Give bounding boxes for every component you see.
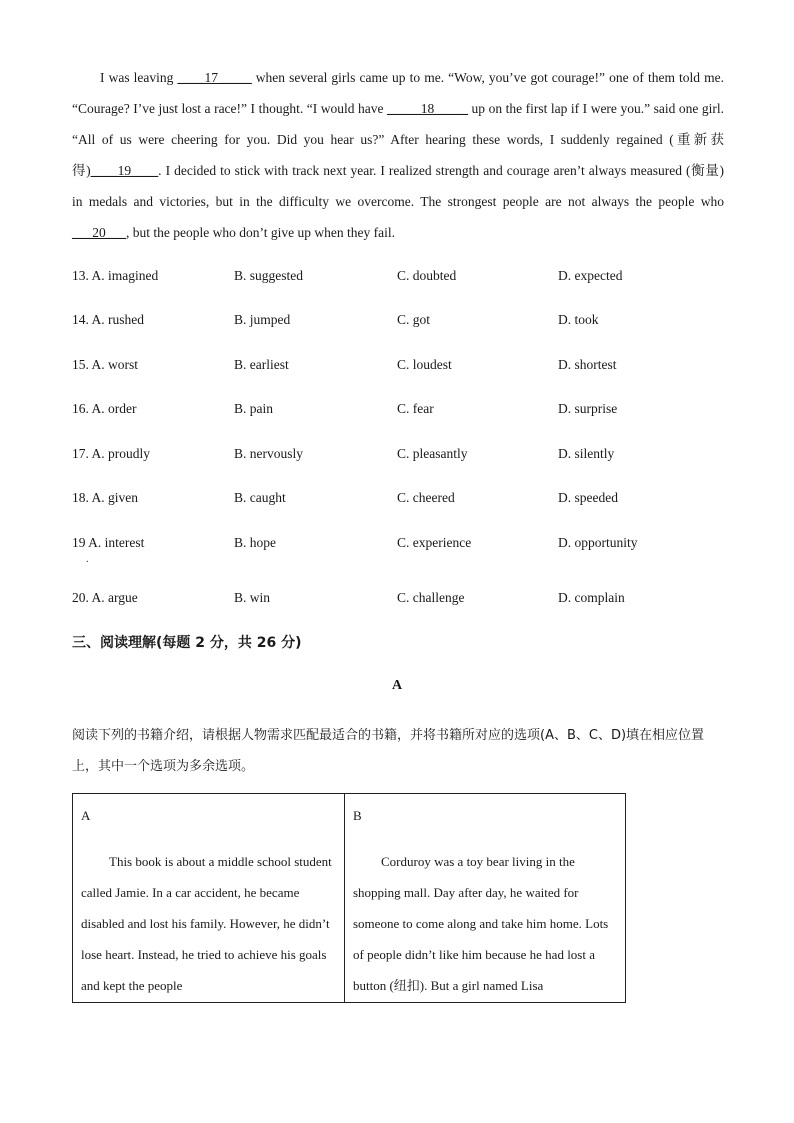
book-table [72, 793, 626, 1003]
option-d: D. surprise [558, 401, 618, 416]
instructions [72, 720, 717, 782]
passage-text: up on the first lap if I were you.” said one girl. “All of us were cheering for you. Did you hear us?” After hearing these words, I suddenly regained (重新获得) [72, 101, 724, 178]
option-a: 14. A. rushed [72, 312, 144, 327]
blank-18: _____18_____ [387, 101, 469, 116]
option-b: B. jumped [234, 312, 291, 327]
book-description: Corduroy was a toy bear living in the shopping mall. Day after day, he waited for someone to come along and take him home. Lots of people didn’t like him because he had lost a button (纽扣). But a girl named Lisa [353, 854, 609, 993]
option-a: 18. A. given [72, 490, 138, 505]
option-d: D. complain [558, 590, 625, 605]
option-d: D. speeded [558, 490, 618, 505]
passage-text: I was leaving [100, 70, 178, 85]
option-a: 16. A. order [72, 401, 137, 416]
passage-text: , but the people who don’t give up when they fail. [126, 225, 395, 240]
option-c: C. experience [397, 535, 472, 550]
option-d: D. opportunity [558, 535, 638, 550]
blank-19: ____19____ [90, 163, 159, 178]
option-a: 20. A. argue [72, 590, 138, 605]
question-18 [72, 490, 724, 512]
sub-heading: A [391, 678, 403, 693]
option-b: B. earliest [234, 357, 289, 372]
passage-text: . I decided to stick with track next year. I realized strength and courage aren’t always measured (衡量) in medals and victories, but in the difficulty we overcome. The strongest people are not always the people who [72, 163, 724, 209]
option-c: C. fear [397, 401, 434, 416]
option-b: B. nervously [234, 446, 303, 461]
option-b: B. caught [234, 490, 286, 505]
option-a: 15. A. worst [72, 357, 139, 372]
section-heading: 三、阅读理解(每题 2 分，共 26 分) [72, 635, 302, 651]
option-d: D. silently [558, 446, 615, 461]
question-14 [72, 312, 724, 334]
option-c: C. challenge [397, 590, 465, 605]
option-a: 17. A. proudly [72, 446, 151, 461]
option-b: B. suggested [234, 268, 303, 283]
option-c: C. pleasantly [397, 446, 468, 461]
book-letter: B [353, 808, 362, 823]
option-c: C. got [397, 312, 431, 327]
option-a: 13. A. imagined [72, 268, 159, 283]
option-a: 19 A. interest [72, 535, 145, 550]
option-d: D. expected [558, 268, 623, 283]
option-d: D. shortest [558, 357, 617, 372]
option-b: B. win [234, 590, 271, 605]
passage-paragraph [72, 62, 724, 248]
question-17 [72, 446, 724, 468]
stray-dot: . [86, 554, 89, 565]
option-c: C. loudest [397, 357, 452, 372]
option-b: B. hope [234, 535, 276, 550]
blank-20: ___20___ [72, 225, 126, 240]
book-letter: A [81, 808, 91, 823]
question-15 [72, 357, 724, 379]
option-c: C. doubted [397, 268, 457, 283]
question-20 [72, 590, 724, 612]
cloze-passage [72, 62, 724, 248]
book-description: This book is about a middle school student called Jamie. In a car accident, he became disabled and lost his family. However, he didn’t lose heart. Instead, he tried to achieve his goals and kept the people [81, 854, 332, 993]
blank-17: ____17_____ [177, 70, 252, 85]
book-cell-a [73, 794, 345, 1002]
question-16 [72, 401, 724, 423]
option-d: D. took [558, 312, 599, 327]
question-13 [72, 268, 724, 290]
instructions-text: 阅读下列的书籍介绍，请根据人物需求匹配最适合的书籍，并将书籍所对应的选项(A、B、C、D)填在相应位置上，其中一个选项为多余选项。 [72, 728, 705, 774]
question-19 [72, 535, 724, 565]
book-cell-b [345, 794, 625, 1002]
option-c: C. cheered [397, 490, 455, 505]
passage-text: when several girls came up to me. “Wow, you’ve got courage!” one of them told me. “Courage? I’ve just lost a race!” I thought. “I would have [72, 70, 724, 116]
option-b: B. pain [234, 401, 273, 416]
